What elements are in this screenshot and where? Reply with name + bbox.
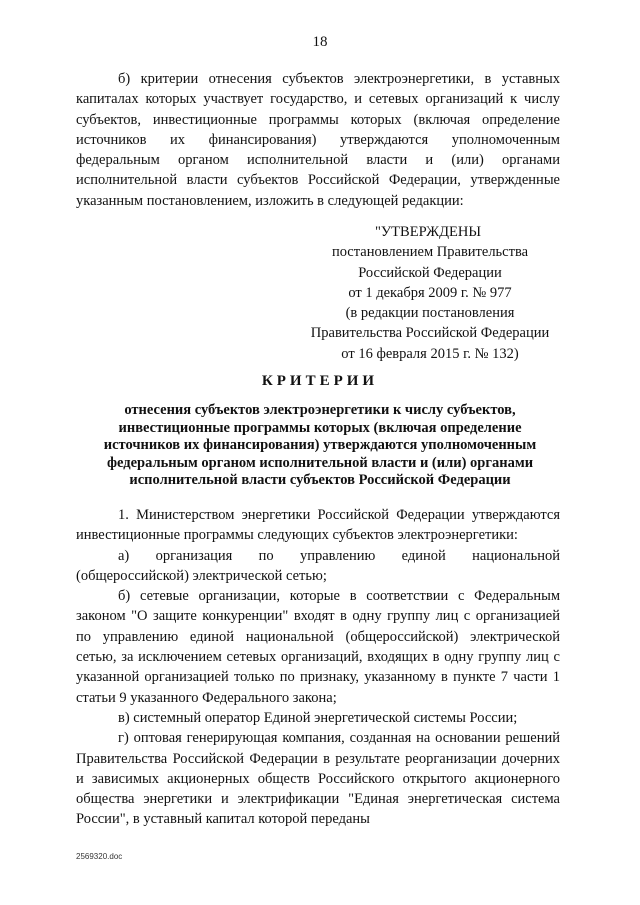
paragraph-item-a: а) организация по управлению единой национальной (общероссийской) электрической сетью; [76,547,560,584]
approval-line: постановлением Правительства [331,244,529,261]
criteria-body [76,505,560,830]
paragraph-1: 1. Министерством энергетики Российской Федерации утверждаются инвестиционные программы следующих субъектов электроэнергетики: [76,507,560,544]
page-number: 18 [312,34,328,50]
approval-line: (в редакции постановления [345,305,515,322]
approval-heading: "УТВЕРЖДЕНЫ [375,224,481,240]
paragraph-item-g: г) оптовая генерирующая компания, созданная на основании решений Правительства Российской Федерации в результате реорганизации дочерних и зависимых акционерных обществ Российского открытого акционерного общества энергетики и электрификации "Единая энергетическая система России", в уставный капитал которой переданы [76,730,560,828]
paragraph-item-b: б) сетевые организации, которые в соответствии с Федеральным законом "О защите конкуренции" входят в одну группу лиц с организацией по управлению единой национальной (общероссийской) электрической сетью, за исключением сетевых организаций, входящих в одну группу лиц с указанной организацией только по признаку, указанному в пункте 7 части 1 статьи 9 указанного Федерального закона; [76,588,560,706]
footer-filename: 2569320.doc [76,852,123,861]
approval-line: Российской Федерации [358,264,502,281]
approval-line: от 16 февраля 2015 г. № 132) [341,345,519,362]
approval-line: от 1 декабря 2009 г. № 977 [348,284,512,301]
intro-section [76,69,560,211]
intro-paragraph: б) критерии отнесения субъектов электроэнергетики, в уставных капиталах которых участвует государство, и сетевых организаций к числу субъектов, инвестиционные программы которых (включая определение источников их финансирования) утверждаются уполномоченным федеральным органом исполнительной власти и (или) органами исполнительной власти субъектов Российской Федерации, утвержденные указанным постановлением, изложить в следующей редакции: [76,71,560,209]
approval-line: Правительства Российской Федерации [310,325,550,342]
approval-stamp [295,222,565,364]
document-subtitle: отнесения субъектов электроэнергетики к числу субъектов, инвестиционные программы которых (включая определение источников их финансирования) утверждаются уполномоченным федеральным органом исполнительной власти и (или) органами исполнительной власти субъектов Российской Федерации [103,402,537,489]
document-title: КРИТЕРИИ [261,373,379,389]
paragraph-item-v: в) системный оператор Единой энергетической системы России; [118,709,518,726]
